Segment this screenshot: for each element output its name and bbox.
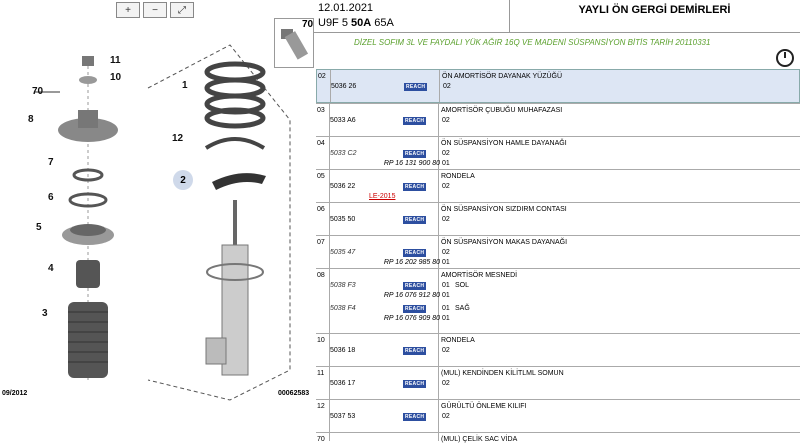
reach-badge: REACH: [405, 217, 425, 223]
callout-6[interactable]: 6: [48, 192, 54, 203]
row-number: 11: [317, 370, 325, 377]
part-description: ÖN AMORTİSÖR DAYANAK YÜZÜĞÜ: [442, 73, 563, 80]
engine-code: U9F 5 50A 65A: [318, 17, 394, 29]
catalog-date: 12.01.2021: [318, 2, 374, 14]
diagram-date: 09/2012: [2, 390, 28, 397]
part-reference[interactable]: 5036 22: [330, 183, 356, 190]
lifecycle-link[interactable]: LE-2015: [369, 193, 396, 200]
table-row[interactable]: [316, 268, 800, 333]
zoom-fit-icon[interactable]: ⤢: [170, 2, 194, 18]
reach-badge: REACH: [405, 283, 425, 289]
part-description: (MUL) ÇELİK SAC VİDA: [441, 436, 518, 443]
table-row[interactable]: [316, 366, 800, 399]
reach-badge: REACH: [405, 306, 425, 312]
table-row[interactable]: [316, 399, 800, 432]
diagram-number: 00062583: [278, 390, 310, 397]
callout-1[interactable]: 1: [182, 80, 188, 91]
part-quantity: 01: [442, 315, 450, 322]
exploded-diagram-panel: [0, 0, 312, 433]
part-reference[interactable]: 5038 F3: [330, 282, 356, 289]
reach-badge: REACH: [406, 84, 426, 90]
callout-4[interactable]: 4: [48, 263, 54, 274]
part-description: (MUL) KENDİNDEN KİLİTLML SOMUN: [441, 370, 564, 377]
row-number: 12: [317, 403, 325, 410]
part-reference[interactable]: 5033 C2: [330, 150, 357, 157]
part-quantity: 02: [442, 183, 450, 190]
part-quantity: 02: [442, 380, 450, 387]
part-quantity: 01: [442, 305, 450, 312]
part-description: AMORTİSÖR MESNEDİ: [441, 272, 518, 279]
reach-badge: REACH: [405, 381, 425, 387]
row-number: 08: [317, 272, 325, 279]
part-quantity: 02: [442, 413, 450, 420]
table-row[interactable]: [316, 169, 800, 202]
variant-note-text: DİZEL SOFIM 3L VE FAYDALI YÜK AĞIR 16Q VE MADENİ SÜSPANSİYON BİTİS TARİH 20110331: [354, 38, 711, 47]
callout-2-highlighted[interactable]: 2: [173, 170, 193, 190]
coil-spring-part: [207, 64, 263, 126]
part-quantity: 01: [442, 259, 450, 266]
part-description: ÖN SÜSPANSİYON SIZDIRM CONTASI: [441, 206, 567, 213]
part-reference[interactable]: 5035 47: [330, 249, 356, 256]
rp-reference[interactable]: RP 16 131 900 80: [383, 160, 440, 167]
reach-badge: REACH: [405, 184, 425, 190]
callout-70[interactable]: 70: [32, 86, 44, 97]
row-number: 03: [317, 107, 325, 114]
callout-7[interactable]: 7: [48, 157, 54, 168]
part-reference[interactable]: 5035 50: [330, 216, 356, 223]
nut-part[interactable]: [82, 56, 94, 66]
callout-8[interactable]: 8: [28, 114, 34, 125]
part-description: RONDELA: [441, 173, 475, 180]
part-quantity: 02: [442, 249, 450, 256]
reach-badge: REACH: [405, 250, 425, 256]
part-reference[interactable]: 5036 17: [330, 380, 356, 387]
part-side: SOL: [455, 282, 470, 289]
reach-badge: REACH: [405, 118, 425, 124]
rp-reference[interactable]: RP 16 076 912 80: [383, 292, 440, 299]
table-row[interactable]: [316, 103, 800, 136]
part-quantity: 02: [443, 83, 451, 90]
callout-10[interactable]: 10: [110, 72, 122, 83]
part-quantity: 02: [442, 117, 450, 124]
part-description: GÜRÜLTÜ ÖNLEME KILIFI: [441, 403, 527, 410]
variant-note: [314, 33, 800, 67]
callout-11[interactable]: 11: [110, 55, 121, 66]
group-title: YAYLI ÖN GERGİ DEMİRLERİ: [509, 0, 799, 32]
zoom-in-icon[interactable]: +: [116, 2, 140, 18]
table-row[interactable]: [316, 69, 800, 103]
part-quantity: 02: [442, 216, 450, 223]
parts-table: [316, 69, 800, 441]
table-row[interactable]: [316, 235, 800, 268]
suspension-diagram: [0, 0, 312, 433]
row-number: 05: [317, 173, 325, 180]
table-row[interactable]: [316, 333, 800, 366]
table-row[interactable]: [316, 202, 800, 235]
zoom-out-icon[interactable]: −: [143, 2, 167, 18]
part-description: RONDELA: [441, 337, 475, 344]
bellows-part[interactable]: [68, 302, 108, 378]
part-reference[interactable]: 5038 F4: [330, 305, 356, 312]
callout-3[interactable]: 3: [42, 308, 48, 319]
parts-header: [314, 0, 800, 33]
part-quantity: 02: [442, 150, 450, 157]
part-description: ÖN SÜSPANSİYON HAMLE DAYANAĞI: [441, 140, 567, 147]
part-reference[interactable]: 5037 53: [330, 413, 356, 420]
table-row[interactable]: [316, 136, 800, 169]
row-number: 07: [317, 239, 325, 246]
part-quantity: 01: [442, 292, 450, 299]
part-reference[interactable]: 5036 18: [330, 347, 356, 354]
parts-list-panel: [314, 0, 800, 443]
reach-badge: REACH: [405, 348, 425, 354]
part-quantity: 01: [442, 160, 450, 167]
part-quantity: 02: [442, 347, 450, 354]
bump-stop-part[interactable]: [76, 260, 100, 288]
thumbnail-callout: 70: [302, 19, 314, 30]
row-number: 70: [317, 436, 325, 443]
callout-12[interactable]: 12: [172, 133, 184, 144]
callout-5[interactable]: 5: [36, 222, 42, 233]
part-quantity: 01: [442, 282, 450, 289]
part-description: ÖN SÜSPANSİYON MAKAS DAYANAĞI: [441, 239, 568, 246]
row-number: 10: [317, 337, 325, 344]
row-number: 02: [318, 73, 326, 80]
reach-badge: REACH: [405, 151, 425, 157]
part-reference[interactable]: 5036 26: [331, 83, 357, 90]
row-number: 06: [317, 206, 325, 213]
part-reference[interactable]: 5033 A6: [330, 117, 356, 124]
reach-badge: REACH: [405, 414, 425, 420]
table-row[interactable]: [316, 432, 800, 441]
bolt-thumbnail[interactable]: [274, 18, 314, 68]
row-number: 04: [317, 140, 325, 147]
part-side: SAĞ: [455, 305, 470, 312]
rp-reference[interactable]: RP 16 076 909 80: [383, 315, 440, 322]
part-description: AMORTİSÖR ÇUBUĞU MUHAFAZASI: [441, 107, 563, 114]
clock-icon[interactable]: [776, 49, 794, 67]
rp-reference[interactable]: RP 16 202 985 80: [383, 259, 440, 266]
